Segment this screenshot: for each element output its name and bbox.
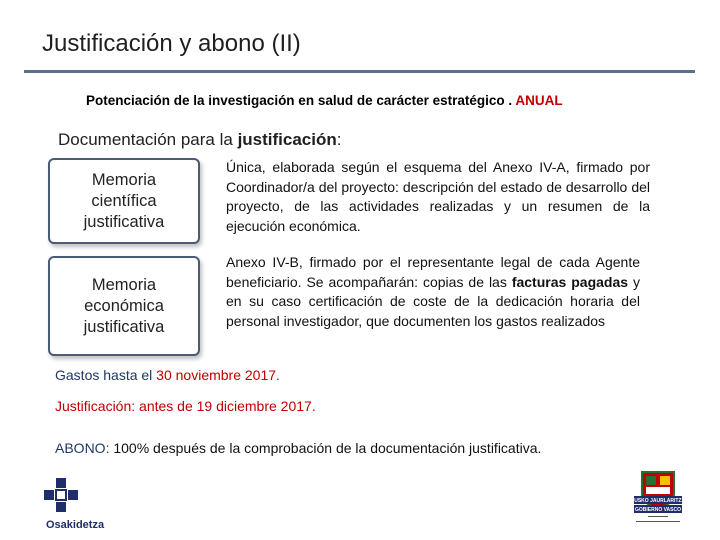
justification-deadline <box>55 398 316 414</box>
expenses-deadline <box>55 367 280 383</box>
documentation-heading-prefix: Documentación para la <box>58 130 233 149</box>
page-title: Justificación y abono (II) <box>42 30 301 57</box>
box-label-line: justificativa <box>83 317 165 336</box>
scientific-report-box <box>48 158 200 244</box>
box-label-line: Memoria <box>91 170 157 189</box>
economic-report-description <box>226 253 640 331</box>
documentation-heading-strong: justificación <box>237 130 337 149</box>
gv-logo-line1: EUSKO JAURLARITZA <box>630 498 686 504</box>
program-frequency: ANUAL <box>515 93 563 108</box>
economic-desc-part1: Anexo IV-B, firmado por el representante legal de cada Agente beneficiario. Se acompañarán: copias de las <box>226 254 640 290</box>
box-label-line: económica <box>84 296 164 315</box>
program-name: Potenciación de la investigación en salud de carácter estratégico . <box>86 93 513 108</box>
osakidetza-logo-text: Osakidetza <box>46 519 105 531</box>
title-divider <box>24 70 695 73</box>
documentation-heading <box>58 130 341 150</box>
osakidetza-logo-icon <box>44 478 80 516</box>
economic-desc-part2: y en su caso certificación de coste de la dedicación horaria del personal investigador, que documenten los gastos realizados <box>226 273 641 329</box>
box-label-line: Memoria <box>91 275 157 294</box>
gv-logo-line2: GOBIERNO VASCO <box>634 507 682 513</box>
justification-deadline-prefix: Justificación: antes de <box>55 398 193 414</box>
program-subtitle <box>86 93 563 108</box>
payment-label: ABONO: <box>55 440 110 456</box>
documentation-heading-suffix: : <box>336 130 342 149</box>
basque-government-logo-icon <box>630 470 686 526</box>
scientific-report-description: Única, elaborada según el esquema del Anexo IV-A, firmado por Coordinador/a del proyecto: descripción del estado de desarrollo del proyecto, de las actividades realizadas y un resumen de la ejecución económica. <box>226 159 650 234</box>
expenses-deadline-prefix: Gastos hasta el <box>55 367 153 383</box>
economic-desc-strong: facturas pagadas <box>511 273 629 290</box>
justification-deadline-date: 19 diciembre 2017. <box>196 398 316 414</box>
payment-line <box>55 440 541 456</box>
box-label-line: científica <box>91 191 157 210</box>
economic-report-box <box>48 256 200 356</box>
payment-text: 100% después de la comprobación de la documentación justificativa. <box>113 440 542 456</box>
box-label-line: justificativa <box>83 212 165 231</box>
expenses-deadline-date: 30 noviembre 2017. <box>156 367 280 383</box>
